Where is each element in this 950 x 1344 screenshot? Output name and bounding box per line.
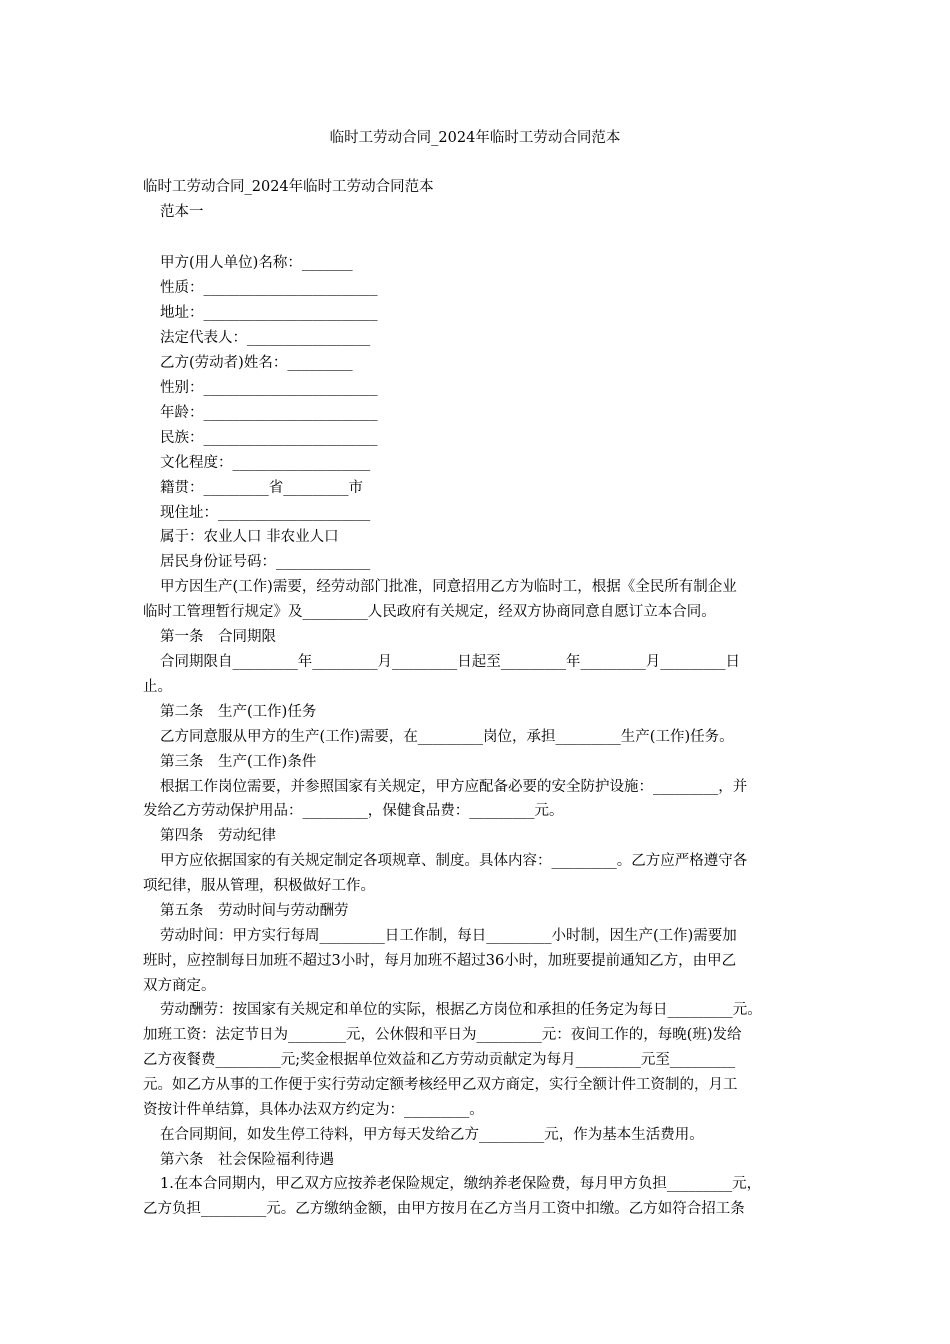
paragraph-line: 双方商定。 <box>143 978 216 994</box>
paragraph-line: 临时工管理暂行规定》及_________人民政府有关规定，经双方协商同意自愿订立本合同。 <box>143 604 716 620</box>
page-title: 临时工劳动合同_2024年临时工劳动合同范本 <box>329 130 621 146</box>
paragraph-line: 劳动时间：甲方实行每周_________日工作制，每日_________小时制，因生产(工作)需要加 <box>160 928 737 944</box>
field-legal-rep: 法定代表人：_________________ <box>160 330 371 346</box>
field-ethnicity: 民族：________________________ <box>160 430 378 446</box>
paragraph-line: 甲方应依据国家的有关规定制定各项规章、制度。具体内容：_________。乙方应严格遵守各 <box>160 853 748 869</box>
paragraph-line: 在合同期间，如发生停工待料，甲方每天发给乙方_________元，作为基本生活费用。 <box>160 1127 704 1143</box>
paragraph-line: 元。如乙方从事的工作便于实行劳动定额考核经甲乙双方商定，实行全额计件工资制的，月工 <box>143 1077 738 1093</box>
article-heading: 第二条 生产(工作)任务 <box>160 704 317 720</box>
field-age: 年龄：________________________ <box>160 405 378 421</box>
paragraph-line: 乙方负担_________元。乙方缴纳金额，由甲方按月在乙方当月工资中扣缴。乙方如符合招工条 <box>143 1201 745 1217</box>
article-heading: 第五条 劳动时间与劳动酬劳 <box>160 903 349 919</box>
article-heading: 第六条 社会保险福利待遇 <box>160 1152 334 1168</box>
paragraph-line: 发给乙方劳动保护用品：_________，保健食品费：_________元。 <box>143 803 564 819</box>
paragraph-line: 乙方同意服从甲方的生产(工作)需要，在_________岗位，承担_________生产(工作)任务。 <box>160 729 734 745</box>
paragraph-line: 止。 <box>143 679 172 695</box>
article-heading: 第四条 劳动纪律 <box>160 828 276 844</box>
field-native-place: 籍贯：_________省_________市 <box>160 480 363 496</box>
paragraph-line: 劳动酬劳：按国家有关规定和单位的实际，根据乙方岗位和承担的任务定为每日_________元。 <box>160 1002 762 1018</box>
field-party-b-name: 乙方(劳动者)姓名：_________ <box>160 355 353 371</box>
article-heading: 第三条 生产(工作)条件 <box>160 754 317 770</box>
paragraph-line: 甲方因生产(工作)需要，经劳动部门批准，同意招用乙方为临时工，根据《全民所有制企业 <box>160 579 737 595</box>
paragraph-line: 1.在本合同期内，甲乙双方应按养老保险规定，缴纳养老保险费，每月甲方负担_________元， <box>160 1176 762 1192</box>
heading: 临时工劳动合同_2024年临时工劳动合同范本 <box>143 179 434 195</box>
paragraph-line: 加班工资：法定节日为________元，公休假和平日为_________元：夜间工作的，每晚(班)发给 <box>143 1027 742 1043</box>
field-household-type: 属于：农业人口 非农业人口 <box>160 529 339 545</box>
paragraph-line: 根据工作岗位需要，并参照国家有关规定，甲方应配备必要的安全防护设施：_________，并 <box>160 779 748 795</box>
sample-label: 范本一 <box>160 204 204 220</box>
field-gender: 性别：________________________ <box>160 380 378 396</box>
paragraph-line: 乙方夜餐费_________元;奖金根据单位效益和乙方劳动贡献定为每月_________元至_________ <box>143 1052 736 1068</box>
field-education: 文化程度：___________________ <box>160 455 371 471</box>
field-id-number: 居民身份证号码：_____________ <box>160 554 371 570</box>
field-residence: 现住址：_____________________ <box>160 505 371 521</box>
paragraph-line: 项纪律，服从管理，积极做好工作。 <box>143 878 375 894</box>
paragraph-line: 班时，应控制每日加班不超过3小时，每月加班不超过36小时，加班要提前通知乙方，由甲乙 <box>143 953 737 969</box>
field-party-a-name: 甲方(用人单位)名称：_______ <box>160 255 353 271</box>
paragraph-line: 资按计件单结算，具体办法双方约定为：_________。 <box>143 1102 484 1118</box>
field-nature: 性质：________________________ <box>160 280 378 296</box>
paragraph-line: 合同期限自_________年_________月_________日起至_________年_________月_________日 <box>160 654 740 670</box>
field-address: 地址：________________________ <box>160 305 378 321</box>
article-heading: 第一条 合同期限 <box>160 629 276 645</box>
